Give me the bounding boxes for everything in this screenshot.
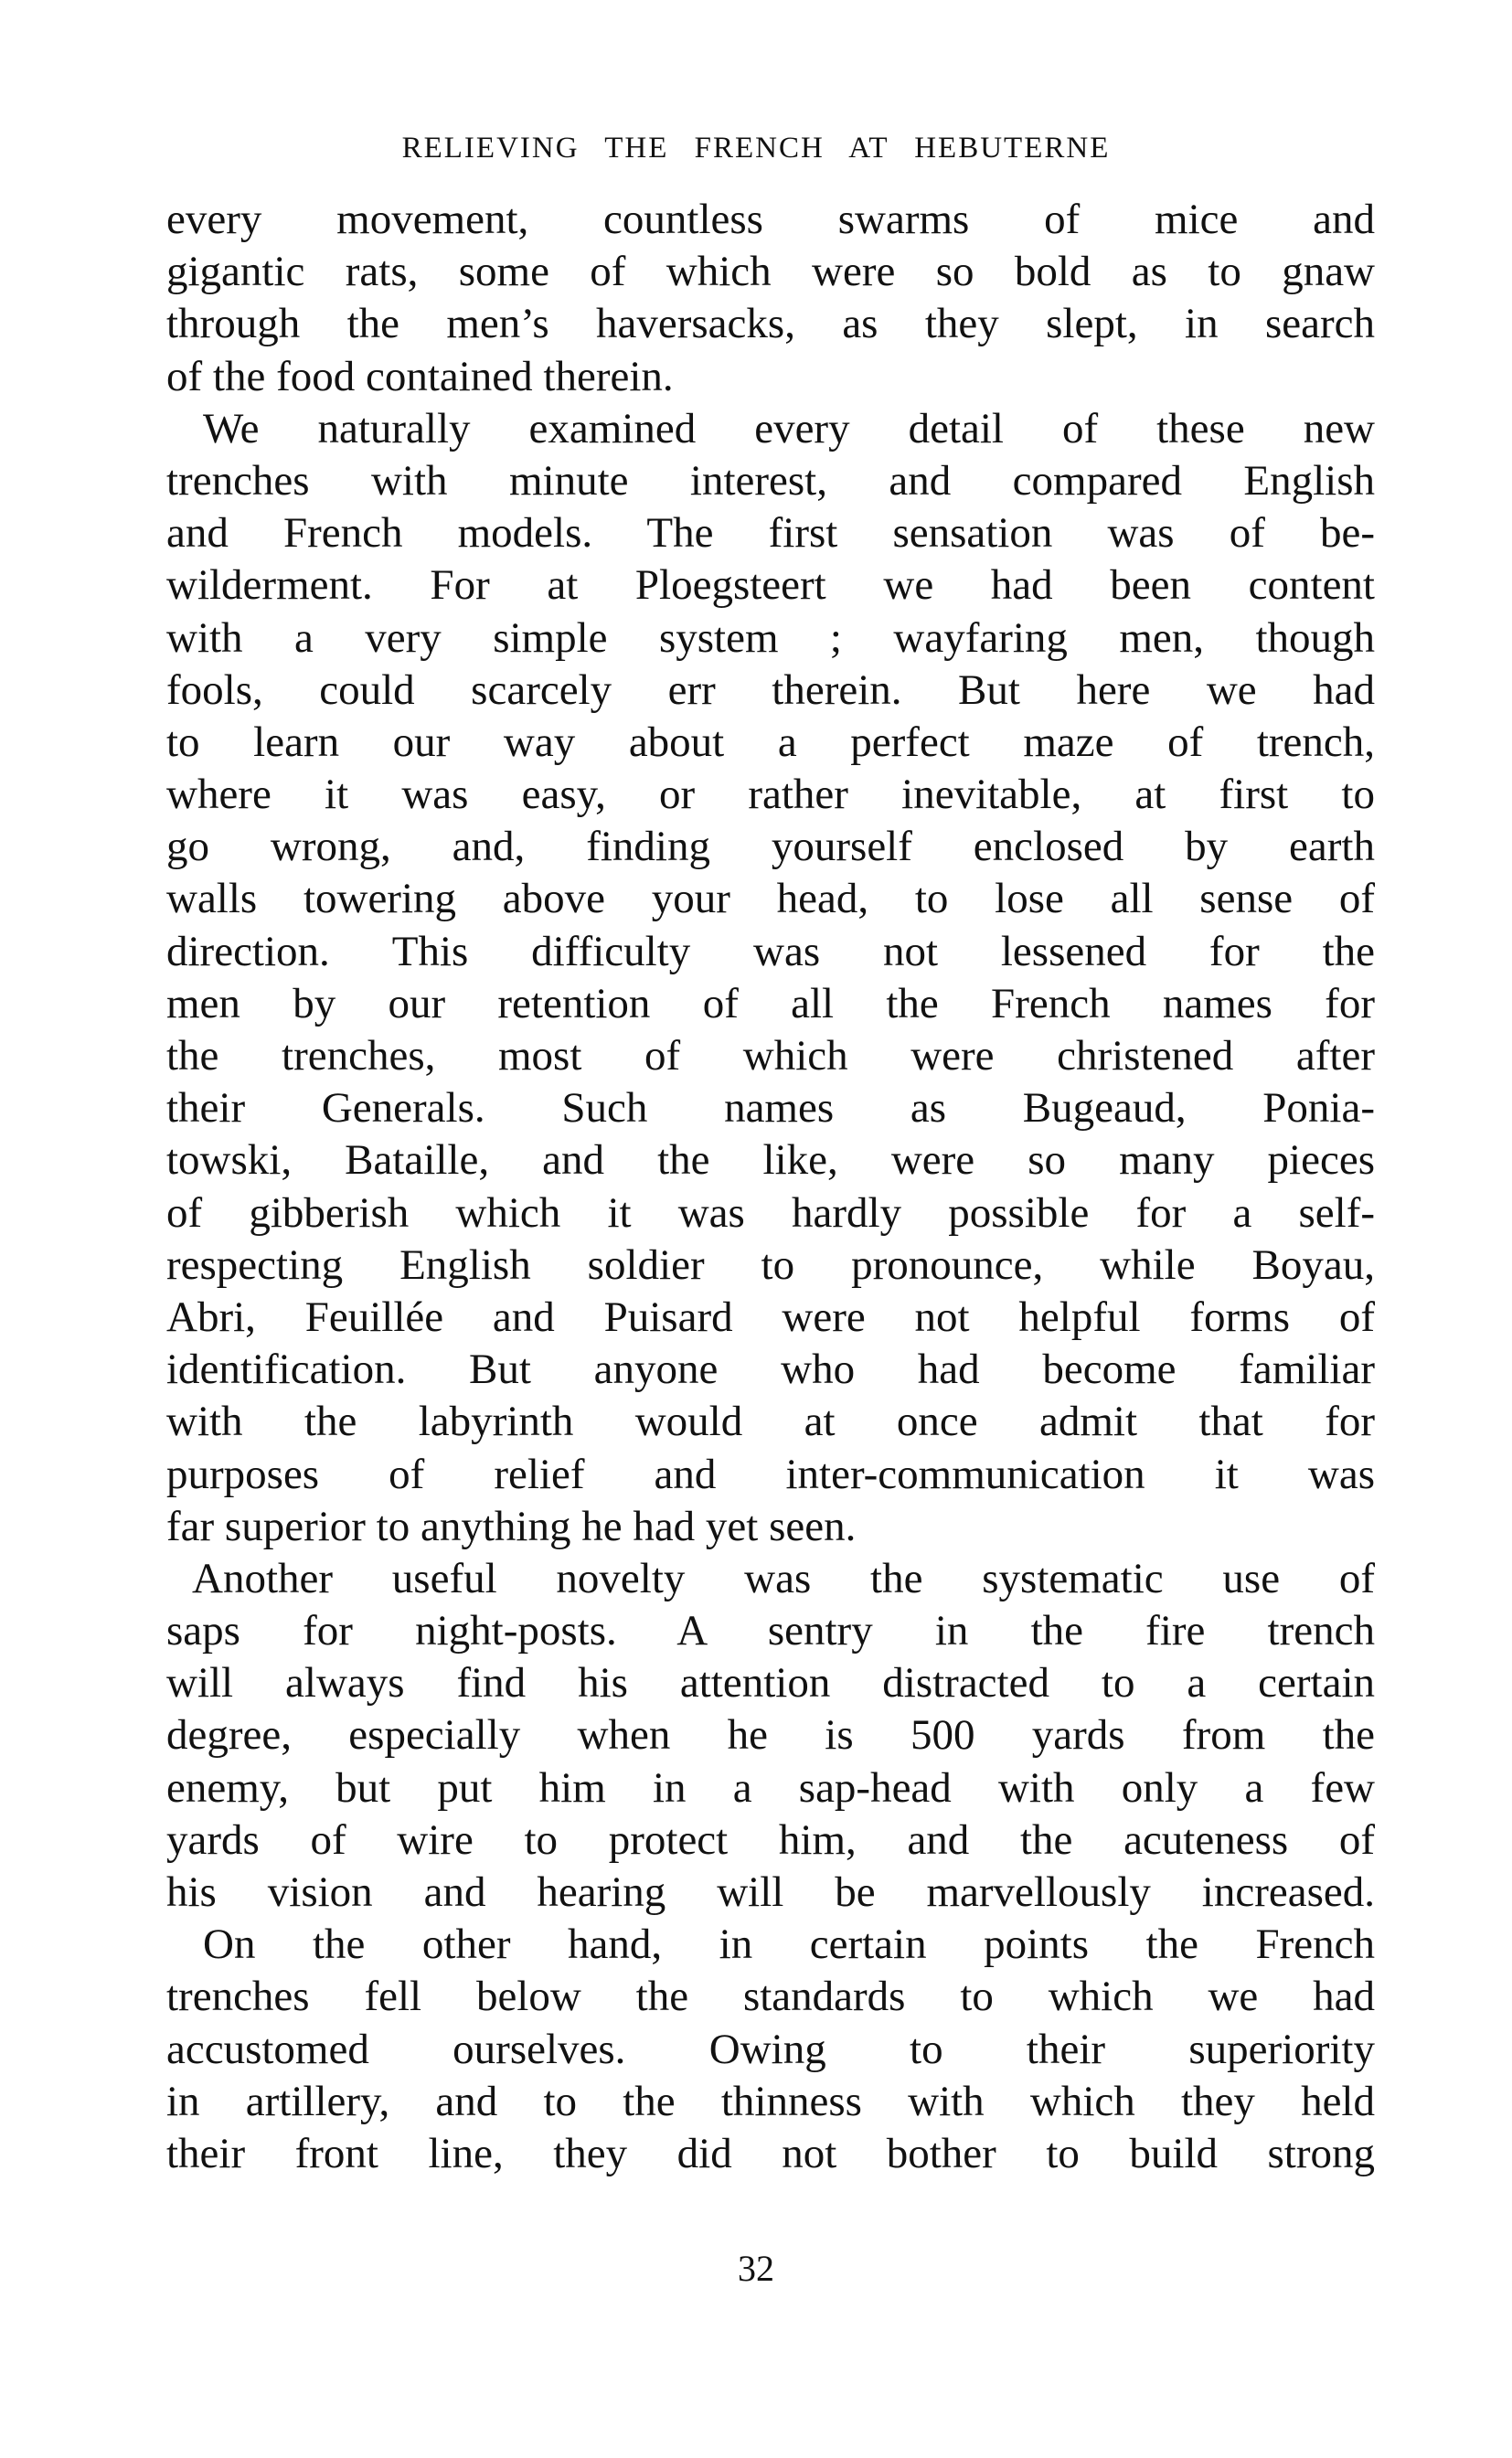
paragraph-start-line: We naturally examined every detail of these new (203, 404, 1375, 452)
text-line: trenches with minute interest, and compared English (166, 456, 1375, 505)
text-line: wilderment. For at Ploegsteert we had been content (166, 561, 1375, 610)
text-line: the trenches, most of which were christened after (166, 1032, 1375, 1080)
text-line: with a very simple system ; wayfaring men, though (166, 613, 1375, 662)
text-line: identification. But anyone who had become familiar (166, 1346, 1375, 1394)
text-line: Abri, Feuillée and Puisard were not helpful forms of (166, 1293, 1375, 1341)
text-line: through the men’s haversacks, as they slept, in search (166, 300, 1375, 348)
text-line: enemy, but put him in a sap-head with only a few (166, 1763, 1375, 1812)
text-line: purposes of relief and inter-communication it was (166, 1450, 1375, 1498)
paragraph-start-line: On the other hand, in certain points the French (203, 1921, 1375, 1969)
text-line: of the food contained therein. (166, 352, 674, 400)
text-line: in artillery, and to the thinness with which they held (166, 2077, 1375, 2125)
text-line: and French models. The first sensation was of be- (166, 509, 1375, 558)
text-line: degree, especially when he is 500 yards from the (166, 1711, 1375, 1760)
page-number: 32 (738, 2248, 774, 2289)
text-line: their front line, they did not bother to build strong (166, 2129, 1375, 2177)
text-line: accustomed ourselves. Owing to their superiority (166, 2025, 1375, 2073)
text-line: to learn our way about a perfect maze of trench, (166, 718, 1375, 766)
text-line: far superior to anything he had yet seen. (166, 1502, 857, 1550)
text-line: where it was easy, or rather inevitable, at first to (166, 771, 1375, 819)
text-line: respecting English soldier to pronounce, while Boyau, (166, 1240, 1375, 1289)
text-line: will always find his attention distracted to a certain (166, 1659, 1375, 1708)
text-line: fools, could scarcely err therein. But here we had (166, 665, 1375, 714)
text-line: gigantic rats, some of which were so bold as to gnaw (166, 248, 1375, 296)
text-line: trenches fell below the standards to which we had (166, 1973, 1375, 2021)
text-line: with the labyrinth would at once admit that for (166, 1398, 1375, 1446)
body-text (166, 194, 1375, 2180)
text-line: towski, Bataille, and the like, were so many pieces (166, 1136, 1375, 1185)
text-line: walls towering above your head, to lose all sense of (166, 875, 1375, 923)
text-line: go wrong, and, finding yourself enclosed by earth (166, 823, 1375, 871)
text-line: their Generals. Such names as Bugeaud, Ponia- (166, 1084, 1375, 1133)
text-line: yards of wire to protect him, and the acuteness of (166, 1815, 1375, 1864)
text-line: every movement, countless swarms of mice and (166, 196, 1375, 243)
text-line: men by our retention of all the French names for (166, 979, 1375, 1027)
paragraph-start-line: Another useful novelty was the systematic use of (192, 1554, 1375, 1602)
text-line: saps for night-posts. A sentry in the fire trench (166, 1607, 1375, 1655)
text-line: his vision and hearing will be marvellously increased. (166, 1868, 1375, 1916)
text-line: direction. This difficulty was not lessened for the (166, 927, 1375, 975)
text-line: of gibberish which it was hardly possible for a self- (166, 1188, 1375, 1237)
running-head: RELIEVING THE FRENCH AT HEBUTERNE (401, 132, 1111, 165)
